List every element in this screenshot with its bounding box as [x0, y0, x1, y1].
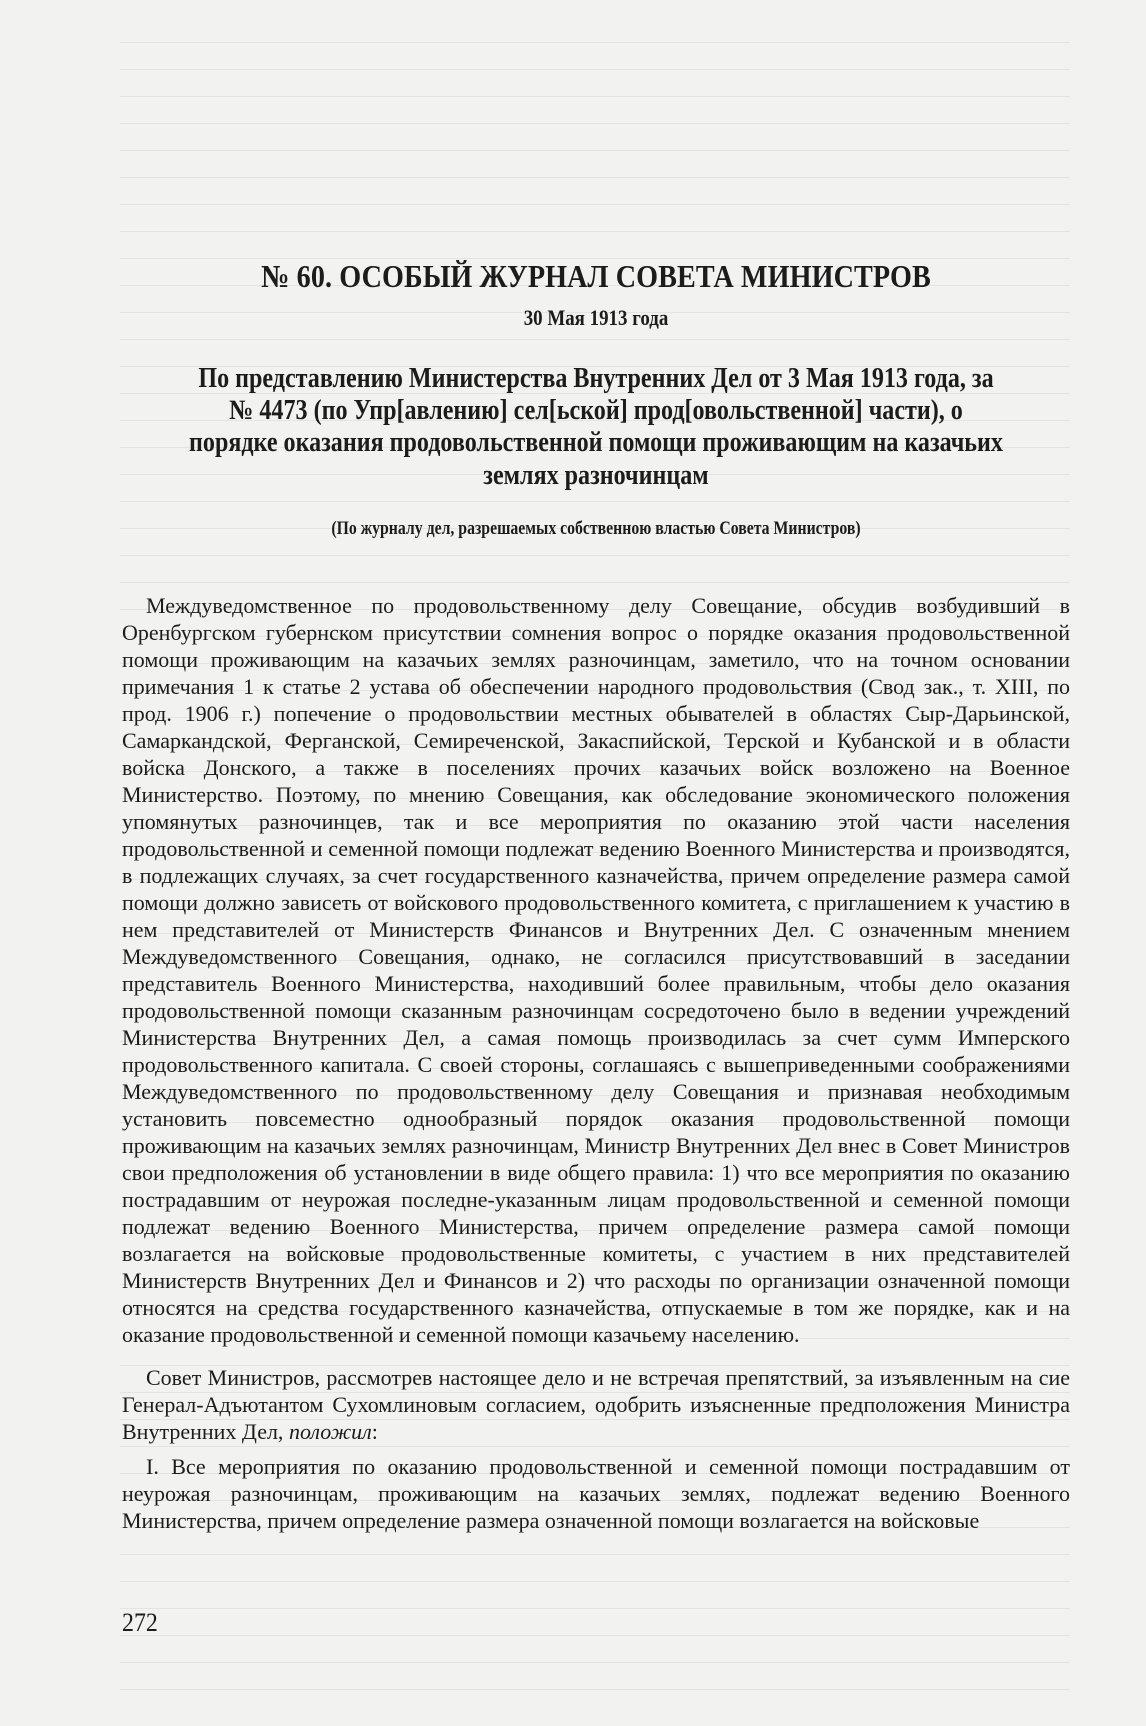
- journal-subject: По представлению Министерства Внутренних Дел от 3 Мая 1913 года, за № 4473 (по Упр[авлению] сел[ьской] прод[овольственной] части), о порядке оказания продовольственной помощи проживающим на казачьих землях разночинцам: [189, 363, 1003, 491]
- journal-note: (По журналу дел, разрешаемых собственною властью Совета Министров): [331, 517, 861, 539]
- page-number: 272: [122, 1608, 158, 1637]
- body-paragraph-2-emphasis: положил: [288, 1418, 372, 1444]
- body-paragraph-2-text: Совет Министров, рассмотрев настоящее дело и не встречая препятствий, за изъявленным на сие Генерал-Адъютантом Сухомлиновым согласием, одобрить изъясненные предположения Министра Внутренних Дел,: [122, 1364, 1070, 1444]
- journal-body: [122, 592, 1070, 1534]
- body-paragraph-3: I. Все мероприятия по оказанию продовольственной и семенной помощи пострадавшим от неурожая разночинцам, проживающим на казачьих землях, подлежат ведению Военного Министерства, причем определение размера означенной помощи возлагается на войсковые: [122, 1453, 1070, 1533]
- journal-heading: № 60. ОСОБЫЙ ЖУРНАЛ СОВЕТА МИНИСТРОВ: [261, 258, 931, 294]
- body-paragraph-1: Междуведомственное по продовольственному делу Совещание, обсудив возбудивший в Оренбургском губернском присутствии сомнения вопрос о порядке оказания продовольственной помощи проживающим на казачьих землях разночинцам, заметило, что на точном основании примечания 1 к статье 2 устава об обеспечении народного продовольствия (Свод зак., т. XIII, по прод. 1906 г.) попечение о продовольствии местных обывателей в областях Сыр-Дарьинской, Самаркандской, Ферганской, Семиреченской, Закаспийской, Терской и Кубанской и в области войска Донского, а также в поселениях прочих казачьих войск возложено на Военное Министерство. Поэтому, по мнению Совещания, как обследование экономического положения упомянутых разночинцев, так и все мероприятия по оказанию этой части населения продовольственной и семенной помощи подлежат ведению Военного Министерства и производятся, в подлежащих случаях, за счет государственного казначейства, причем определение размера самой помощи должно зависеть от войскового продовольственного комитета, с приглашением к участию в нем представителей от Министерств Финансов и Внутренних Дел. С означенным мнением Междуведомственного Совещания, однако, не согласился присутствовавший в заседании представитель Военного Министерства, находивший более правильным, чтобы дело оказания продовольственной помощи сказанным разночинцам сосредоточено было в ведении учреждений Министерства Внутренних Дел, а самая помощь производилась за счет сумм Имперского продовольственного капитала. С своей стороны, соглашаясь с вышеприведенными соображениями Междуведомственного по продовольственному делу Совещания и признавая необходимым установить повсеместно однообразный порядок оказания продовольственной помощи проживающим на казачьих землях разночинцам, Министр Внутренних Дел внес в Совет Министров свои предположения об установлении в виде общего правила: 1) что все мероприятия по оказанию пострадавшим от неурожая последне-указанным лицам продовольственной и семенной помощи подлежат ведению Военного Министерства, причем определение размера самой помощи возлагается на войсковые продовольственные комитеты, с участием в них представителей Министерств Внутренних Дел и Финансов и 2) что расходы по организации означенной помощи относятся на средства государственного казначейства, отпускаемые в том же порядке, как и на оказание продовольственной и семенной помощи казачьему населению.: [122, 592, 1070, 1347]
- journal-date: 30 Мая 1913 года: [523, 305, 669, 330]
- body-paragraph-2-end: :: [371, 1418, 378, 1444]
- page-content: [122, 258, 1070, 1628]
- body-paragraph-2: [122, 1364, 1070, 1445]
